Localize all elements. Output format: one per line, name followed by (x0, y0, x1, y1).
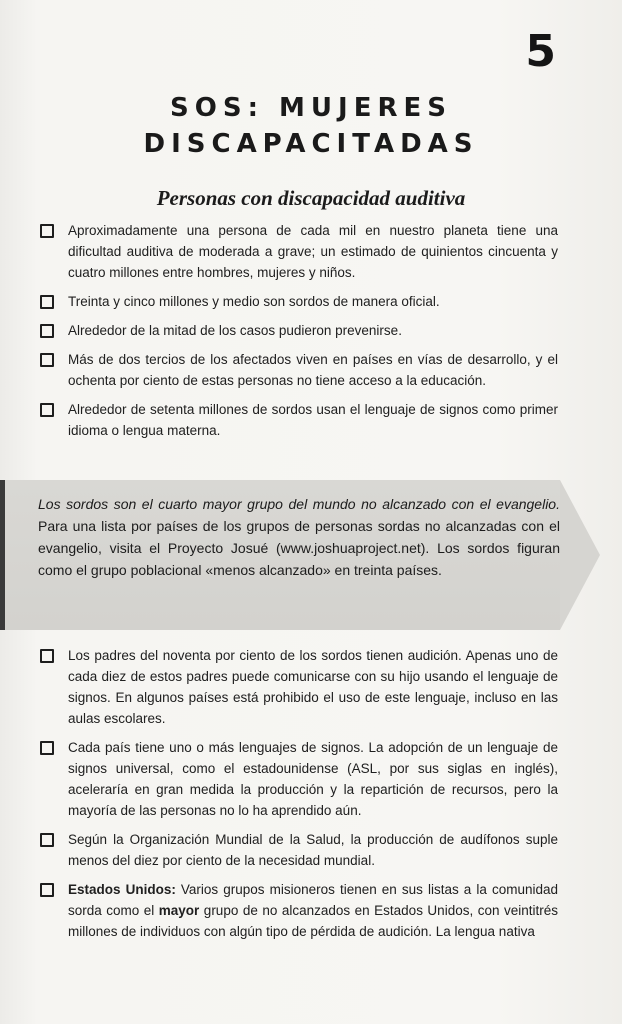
bullet-list-bottom (40, 645, 558, 950)
list-item-text: Treinta y cinco millones y medio son sordos de manera oficial. (68, 294, 440, 309)
checkbox-icon (40, 883, 54, 897)
list-item-text: Según la Organización Mundial de la Salud, la producción de audífonos suple menos del diez por ciento de la necesidad mundial. (68, 832, 558, 868)
callout-body-text: Para una lista por países de los grupos de personas sordas no alcanzadas con el evangelio, visita el Proyecto Josué (www.joshuaproject.net). Los sordos figuran como el grupo poblacional «menos alcanzado» en treinta países. (38, 518, 560, 578)
list-item (40, 349, 558, 391)
section-subtitle: Personas con discapacidad auditiva (156, 186, 466, 210)
chapter-title (0, 90, 622, 162)
list-item-text: Cada país tiene uno o más lenguajes de signos. La adopción de un lenguaje de signos universal, como el estadounidense (ASL, por sus siglas en inglés), aceleraría en gran medida la producción y la repartición de recursos, pero la mayoría de las personas no lo ha aprendido aún. (68, 740, 558, 818)
checkbox-icon (40, 741, 54, 755)
list-item (40, 399, 558, 441)
callout-left-bar (0, 480, 5, 630)
list-item-text: Aproximadamente una persona de cada mil en nuestro planeta tiene una dificultad auditiva de moderada a grave; un estimado de quinientos cincuenta y cuatro millones entre hombres, mujeres y niños. (68, 223, 558, 280)
chapter-number: 5 (525, 26, 556, 77)
list-item (40, 645, 558, 729)
list-item-text: Alrededor de setenta millones de sordos usan el lenguaje de signos como primer idioma o lengua materna. (68, 402, 558, 438)
checkbox-icon (40, 324, 54, 338)
list-item-lead: Estados Unidos: (68, 882, 176, 897)
callout-italic-text: Los sordos son el cuarto mayor grupo del mundo no alcanzado con el evangelio. (38, 496, 560, 512)
list-item-text: Alrededor de la mitad de los casos pudieron prevenirse. (68, 323, 402, 338)
list-item-text: Más de dos tercios de los afectados viven en países en vías de desarrollo, y el ochenta por ciento de estas personas no tiene acceso a la educación. (68, 352, 558, 388)
checkbox-icon (40, 295, 54, 309)
chapter-title-line-2: DISCAPACITADAS (143, 129, 479, 159)
list-item (40, 737, 558, 821)
list-item-text: grupo de no alcanzados en Estados Unidos, con veintitrés millones de individuos con algún tipo de pérdida de audición. La lengua nativa (68, 903, 558, 939)
list-item-text: Varios grupos misioneros tienen en sus listas a la comunidad sorda como el (68, 882, 558, 918)
callout-arrow-shape (560, 480, 600, 630)
list-item (40, 879, 558, 942)
callout-box (38, 493, 560, 581)
checkbox-icon (40, 403, 54, 417)
list-item-text: Los padres del noventa por ciento de los sordos tienen audición. Apenas uno de cada diez de estos padres puede comunicarse con su hijo usando el lenguaje de signos. En algunos países está prohibido el uso de este lenguaje, incluso en las aulas escolares. (68, 648, 558, 726)
checkbox-icon (40, 649, 54, 663)
checkbox-icon (40, 833, 54, 847)
list-item (40, 829, 558, 871)
bullet-list-top (40, 220, 558, 449)
list-item (40, 320, 558, 341)
chapter-title-line-1: SOS: MUJERES (170, 93, 452, 123)
checkbox-icon (40, 224, 54, 238)
list-item (40, 220, 558, 283)
checkbox-icon (40, 353, 54, 367)
list-item (40, 291, 558, 312)
list-item-emphasis: mayor (158, 903, 200, 918)
